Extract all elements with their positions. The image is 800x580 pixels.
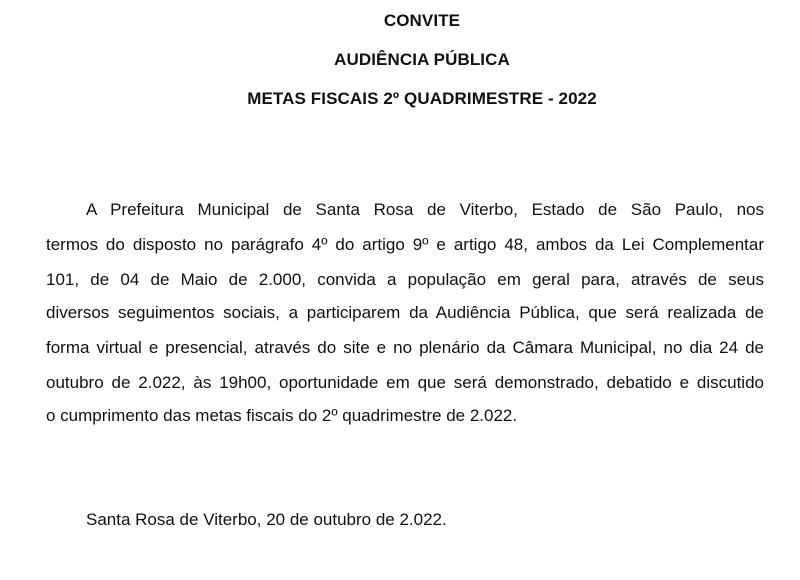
body-line-5: forma virtual e presencial, através do site e no plenário da Câmara Municipal, no dia 24 de [46,338,764,357]
body-line-6: outubro de 2.022, às 19h00, oportunidade em que será demonstrado, debatido e discutido [46,373,764,392]
heading-metas-fiscais: METAS FISCAIS 2º QUADRIMESTRE - 2022 [247,89,597,108]
body-line-2: termos do disposto no parágrafo 4º do artigo 9º e artigo 48, ambos da Lei Complementar [46,235,764,254]
body-line-7: o cumprimento das metas fiscais do 2º quadrimestre de 2.022. [46,406,518,425]
heading-audiencia-publica: AUDIÊNCIA PÚBLICA [334,50,510,69]
body-line-1: A Prefeitura Municipal de Santa Rosa de Viterbo, Estado de São Paulo, nos [86,200,764,219]
body-line-3: 101, de 04 de Maio de 2.000, convida a população em geral para, através de seus [46,270,764,289]
heading-convite: CONVITE [383,11,461,30]
closing-date-line: Santa Rosa de Viterbo, 20 de outubro de 2.022. [86,510,447,529]
body-line-4: diversos seguimentos sociais, a participarem da Audiência Pública, que será realizada de [46,303,764,322]
